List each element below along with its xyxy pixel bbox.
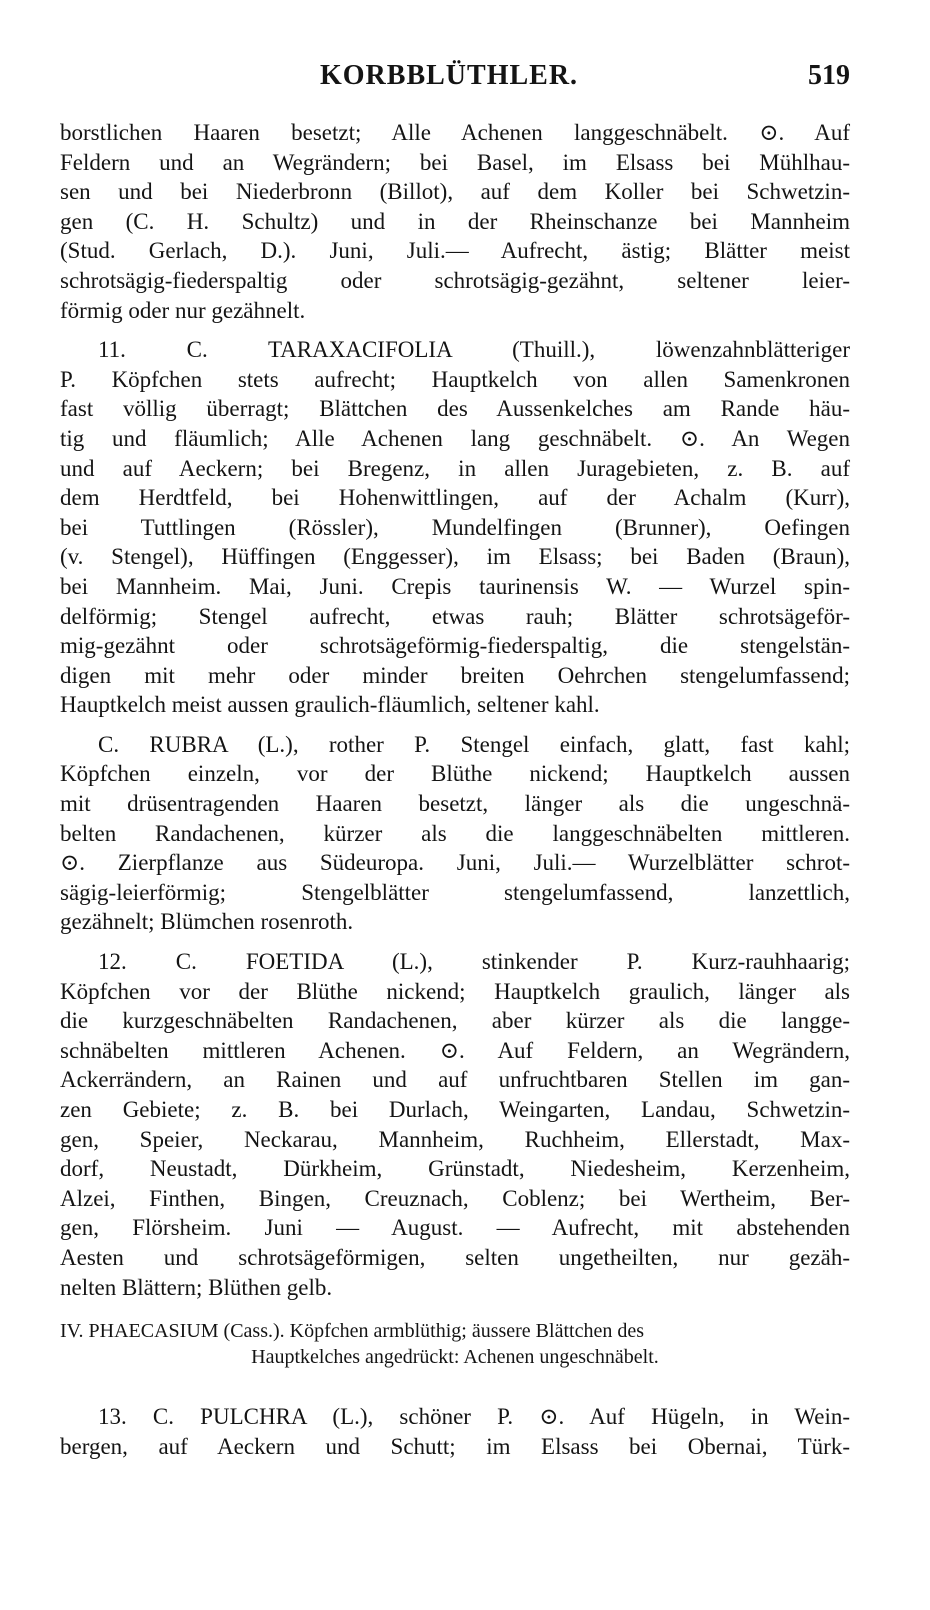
text-line: gen (C. H. Schultz) und in der Rheinschanze bei Mannheim [60,208,850,234]
paragraph-crepis-continued [60,118,850,325]
text-line: schrotsägig-fiederspaltig oder schrotsägig-gezähnt, seltener leier- [60,267,850,293]
text-line: tig und fläumlich; Alle Achenen lang geschnäbelt. ⊙. An Wegen [60,425,850,451]
text-line: nelten Blättern; Blüthen gelb. [60,1274,333,1300]
text-line: bergen, auf Aeckern und Schutt; im Elsass bei Obernai, Türk- [60,1434,850,1459]
text-line: delförmig; Stengel aufrecht, etwas rauh; Blätter schrotsägeför- [60,603,850,629]
text-line: 13. C. PULCHRA (L.), schöner P. ⊙. Auf Hügeln, in Wein- [98,1404,850,1429]
running-title: KORBBLÜTHLER. [320,60,579,91]
text-line: digen mit mehr oder minder breiten Oehrchen stengelumfassend; [60,662,850,688]
section-heading-phaecasium [60,1318,850,1370]
text-line: belten Randachenen, kürzer als die langgeschnäbelten mittleren. [60,820,850,846]
text-line: Aesten und schrotsägeförmigen, selten ungetheilten, nur gezäh- [60,1244,850,1270]
text-line: Köpfchen vor der Blüthe nickend; Hauptkelch graulich, länger als [60,978,850,1004]
text-line: förmig oder nur gezähnelt. [60,297,306,323]
text-line: gen, Flörsheim. Juni — August. — Aufrecht, mit abstehenden [60,1215,850,1241]
text-line: borstlichen Haaren besetzt; Alle Achenen langgeschnäbelt. ⊙. Auf [60,120,850,145]
text-line: 12. C. FOETIDA (L.), stinkender P. Kurz-rauhhaarig; [98,949,850,975]
page-number: 519 [808,60,850,91]
text-line: Ackerrändern, an Rainen und auf unfruchtbaren Stellen im gan- [60,1067,850,1093]
text-line: C. RUBRA (L.), rother P. Stengel einfach, glatt, fast kahl; [98,731,850,757]
body-text [60,118,850,1302]
text-line: gezähnelt; Blümchen rosenroth. [60,909,354,935]
text-line: schnäbelten mittleren Achenen. ⊙. Auf Feldern, an Wegrändern, [60,1037,850,1063]
text-line: zen Gebiete; z. B. bei Durlach, Weingarten, Landau, Schwetzin- [60,1097,850,1122]
text-line: (Stud. Gerlach, D.). Juni, Juli.— Aufrecht, ästig; Blätter meist [60,238,850,264]
page-header [60,60,850,100]
text-line: und auf Aeckern; bei Bregenz, in allen Juragebieten, z. B. auf [60,455,850,481]
text-line: dem Herdtfeld, bei Hohenwittlingen, auf der Achalm (Kurr), [60,485,850,511]
text-line: 11. C. TARAXACIFOLIA (Thuill.), löwenzahnblätteriger [98,337,850,363]
text-line: P. Köpfchen stets aufrecht; Hauptkelch von allen Samenkronen [60,366,850,392]
paragraph-taraxacifolia [60,335,850,720]
text-line: bei Tuttlingen (Rössler), Mundelfingen (Brunner), Oefingen [60,514,850,540]
text-line: bei Mannheim. Mai, Juni. Crepis taurinensis W. — Wurzel spin- [60,573,850,599]
text-line: sägig-leierförmig; Stengelblätter stengelumfassend, lanzettlich, [60,879,850,905]
text-line: mig-gezähnt oder schrotsägeförmig-fiederspaltig, die stengelstän- [60,633,850,659]
text-line: Feldern und an Wegrändern; bei Basel, im Elsass bei Mühlhau- [60,149,850,175]
text-line: Köpfchen einzeln, vor der Blüthe nickend; Hauptkelch aussen [60,761,850,787]
paragraph-foetida [60,947,850,1302]
text-line: Hauptkelch meist aussen graulich-fläumlich, seltener kahl. [60,692,600,718]
text-line: (v. Stengel), Hüffingen (Enggesser), im Elsass; bei Baden (Braun), [60,544,850,570]
text-line: dorf, Neustadt, Dürkheim, Grünstadt, Niedesheim, Kerzenheim, [60,1156,850,1182]
paragraph-pulchra [60,1402,850,1462]
text-line: die kurzgeschnäbelten Randachenen, aber kürzer als die langge- [60,1008,850,1034]
paragraph-rubra [60,730,850,937]
text-line: ⊙. Zierpflanze aus Südeuropa. Juni, Juli.— Wurzelblätter schrot- [60,850,850,876]
text-line: sen und bei Niederbronn (Billot), auf dem Koller bei Schwetzin- [60,179,850,205]
section-line: Hauptkelches angedrückt: Achenen ungeschnäbelt. [251,1346,659,1368]
text-line: mit drüsentragenden Haaren besetzt, länger als die ungeschnä- [60,791,850,817]
text-line: gen, Speier, Neckarau, Mannheim, Ruchheim, Ellerstadt, Max- [60,1126,850,1152]
section-line: IV. PHAECASIUM (Cass.). Köpfchen armblüthig; äussere Blättchen des [60,1320,644,1342]
text-line: Alzei, Finthen, Bingen, Creuznach, Coblenz; bei Wertheim, Ber- [60,1185,850,1211]
text-line: fast völlig überragt; Blättchen des Aussenkelches am Rande häu- [60,396,850,422]
